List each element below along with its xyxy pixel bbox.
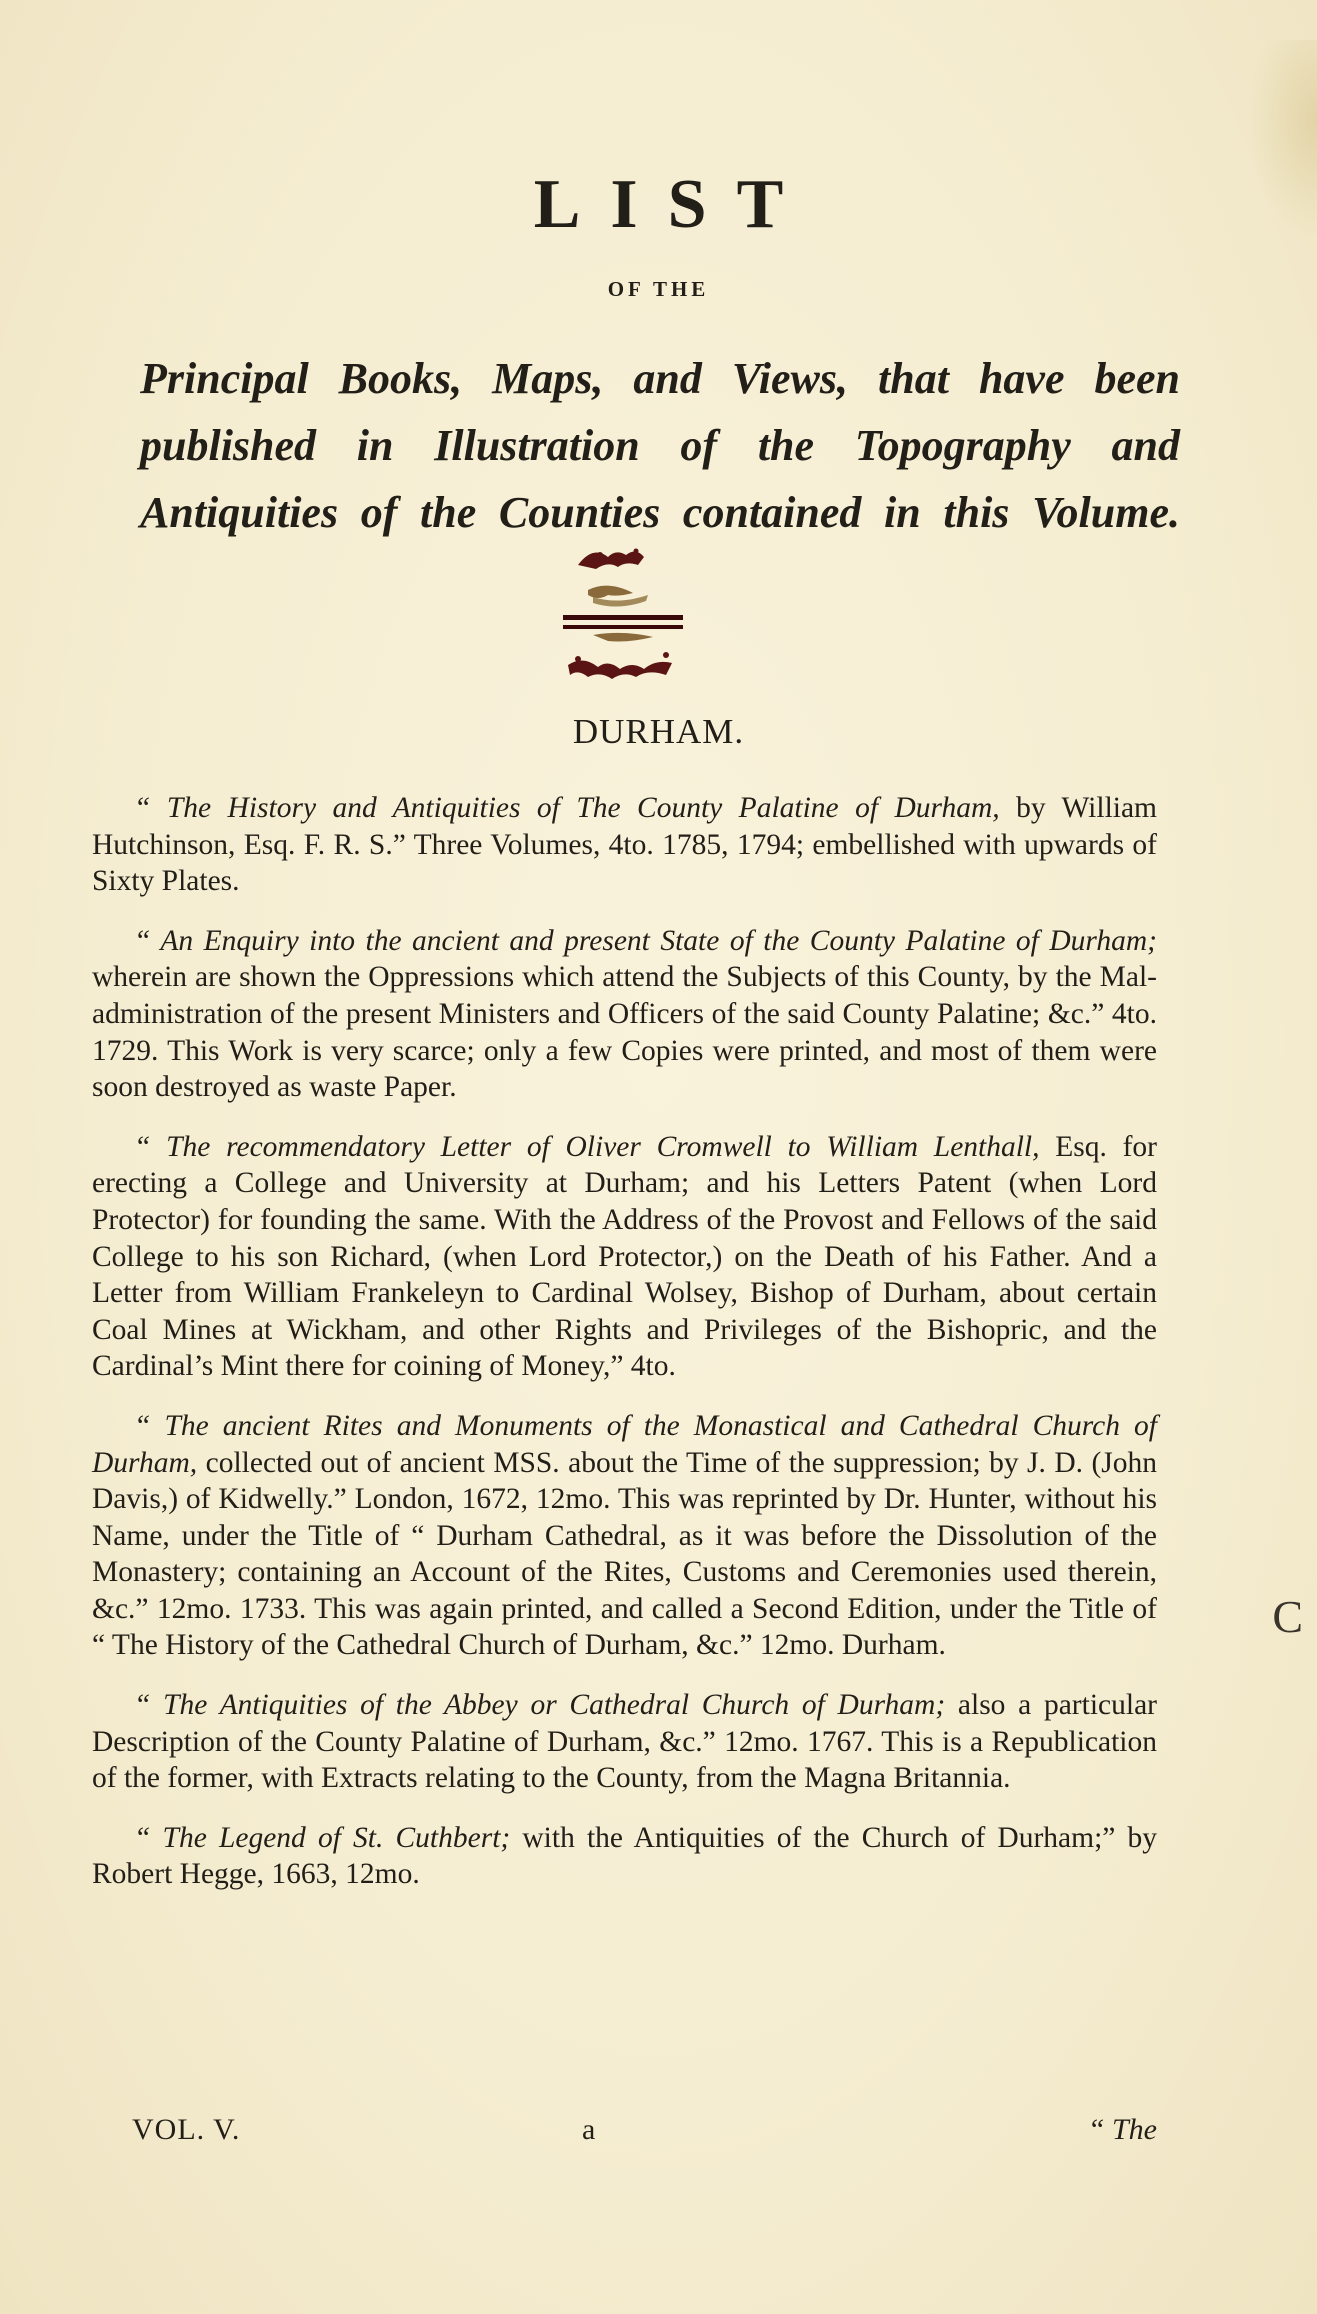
page-footer: [132, 2113, 1157, 2153]
printers-ornament: [548, 535, 698, 700]
page-title: LIST: [533, 166, 814, 243]
margin-mark: C: [1272, 1591, 1303, 1642]
list-item: [92, 1129, 1157, 1385]
subtitle-line: Principal Books, Maps, and Views, that have been: [140, 354, 1180, 403]
entry-details: by William Hutchinson, Esq. F. R. S.” Three Volumes, 4to. 1785, 1794; embellished with upwards of Sixty Plates.: [92, 792, 1158, 898]
entry-details: also a particular Description of the County Palatine of Durham, &c.” 12mo. 1767. This is a Republication of the former, with Extracts relating to the County, from the Magna Britannia.: [92, 1689, 1157, 1795]
entry-title: “ An Enquiry into the ancient and present State of the County Palatine of Durham;: [134, 924, 1157, 957]
title-connector: OF THE: [607, 277, 710, 301]
list-item: [92, 1687, 1157, 1797]
entry-title: “ The Antiquities of the Abbey or Cathedral Church of Durham;: [134, 1689, 946, 1722]
county-heading: DURHAM.: [572, 712, 745, 751]
entry-list: [92, 790, 1157, 1916]
entry-title: “ The recommendatory Letter of Oliver Cromwell to William Lenthall,: [134, 1130, 1040, 1163]
subtitle-line: published in Illustration of the Topography and: [140, 421, 1180, 470]
list-item: [92, 790, 1157, 900]
entry-details: wherein are shown the Oppressions which attend the Subjects of this County, by the Mal-administration of the present Ministers and Officers of the said County Palatine; &c.” 4to. 1729. This Work is very scarce; only a few Copies were printed, and most of them were soon destroyed as waste Paper.: [92, 961, 1157, 1104]
list-item: [92, 1820, 1157, 1893]
signature-mark: a: [582, 2113, 596, 2146]
list-item: [92, 923, 1157, 1106]
entry-details: collected out of ancient MSS. about the Time of the suppression; by J. D. (John Davis,) of Kidwelly.” London, 1672, 12mo. This was reprinted by Dr. Hunter, without his Name, under the Title of “ Durham Cathedral, as it was before the Dissolution of the Monastery; containing an Account of the Rites, Customs and Ceremonies used therein, &c.” 12mo. 1733. This was again printed, and called a Second Edition, under the Title of “ The History of the Cathedral Church of Durham, &c.” 12mo. Durham.: [92, 1446, 1157, 1662]
entry-details: Esq. for erecting a College and University at Durham; and his Letters Patent (when Lord Protector) for founding the same. With the Address of the Provost and Fellows of the said College to his son Richard, (when Lord Protector,) on the Death of his Father. And a Letter from William Frankeleyn to Cardinal Wolsey, Bishop of Durham, about certain Coal Mines at Wickham, and other Rights and Privileges of the Bishopric, and the Cardinal’s Mint there for coining of Money,” 4to.: [92, 1130, 1157, 1383]
entry-title: “ The ancient Rites and Monuments of the Monastical and Cathedral Church of Durham,: [92, 1409, 1157, 1479]
entry-details: with the Antiquities of the Church of Durham;” by Robert Hegge, 1663, 12mo.: [92, 1821, 1158, 1891]
volume-number: VOL. V.: [132, 2113, 241, 2146]
subtitle: [140, 345, 1180, 546]
entry-title: “ The Legend of St. Cuthbert;: [134, 1821, 511, 1854]
catchword: “ The: [1087, 2113, 1157, 2146]
entry-title: “ The History and Antiquities of The County Palatine of Durham,: [134, 792, 1000, 824]
subtitle-line: Antiquities of the Counties contained in this Volume.: [140, 488, 1180, 537]
list-item: [92, 1408, 1157, 1664]
